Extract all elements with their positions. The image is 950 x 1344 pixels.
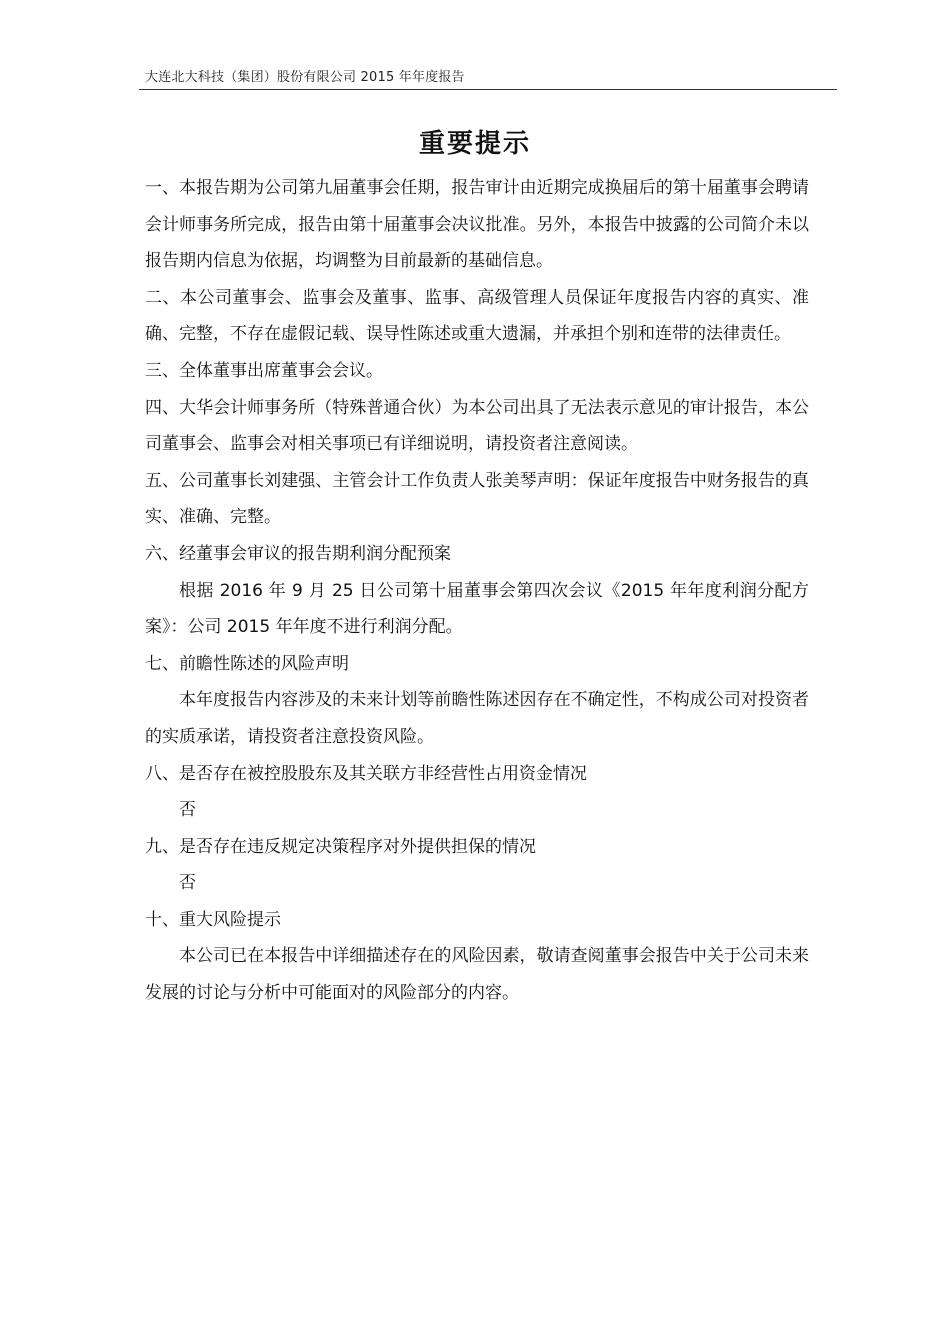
paragraph-8-answer: 否 [179, 800, 196, 821]
section-heading-7: 七、前瞻性陈述的风险声明 [145, 653, 349, 674]
section-heading-9: 九、是否存在违反规定决策程序对外提供担保的情况 [145, 836, 536, 857]
document-body [145, 170, 809, 1012]
paragraph-3: 三、全体董事出席董事会会议。 [145, 360, 383, 381]
paragraph-7-body: 本年度报告内容涉及的未来计划等前瞻性陈述因存在不确定性，不构成公司对投资者的实质承诺，请投资者注意投资风险。 [145, 690, 809, 747]
section-heading-8: 八、是否存在被控股股东及其关联方非经营性占用资金情况 [145, 763, 587, 784]
paragraph-5: 五、公司董事长刘建强、主管会计工作负责人张美琴声明：保证年度报告中财务报告的真实、准确、完整。 [145, 470, 809, 528]
paragraph-6-body: 根据 2016 年 9 月 25 日公司第十届董事会第四次会议《2015 年年度利润分配方案》：公司 2015 年年度不进行利润分配。 [145, 580, 809, 638]
section-heading-6: 六、经董事会审议的报告期利润分配预案 [145, 543, 451, 564]
page-title: 重要提示 [418, 129, 531, 159]
paragraph-2: 二、本公司董事会、监事会及董事、监事、高级管理人员保证年度报告内容的真实、准确、完整，不存在虚假记载、误导性陈述或重大遗漏，并承担个别和连带的法律责任。 [145, 287, 809, 345]
paragraph-1: 一、本报告期为公司第九届董事会任期，报告审计由近期完成换届后的第十届董事会聘请会计师事务所完成，报告由第十届董事会决议批准。另外，本报告中披露的公司简介未以报告期内信息为依据，均调整为目前最新的基础信息。 [145, 178, 809, 272]
section-heading-10: 十、重大风险提示 [145, 909, 281, 930]
paragraph-10-body: 本公司已在本报告中详细描述存在的风险因素，敬请查阅董事会报告中关于公司未来发展的讨论与分析中可能面对的风险部分的内容。 [145, 946, 809, 1004]
running-header: 大连北大科技（集团）股份有限公司 2015 年年度报告 [145, 70, 465, 85]
header-rule [139, 89, 837, 90]
paragraph-9-answer: 否 [179, 873, 196, 894]
paragraph-4: 四、大华会计师事务所（特殊普通合伙）为本公司出具了无法表示意见的审计报告，本公司董事会、监事会对相关事项已有详细说明，请投资者注意阅读。 [145, 397, 809, 455]
